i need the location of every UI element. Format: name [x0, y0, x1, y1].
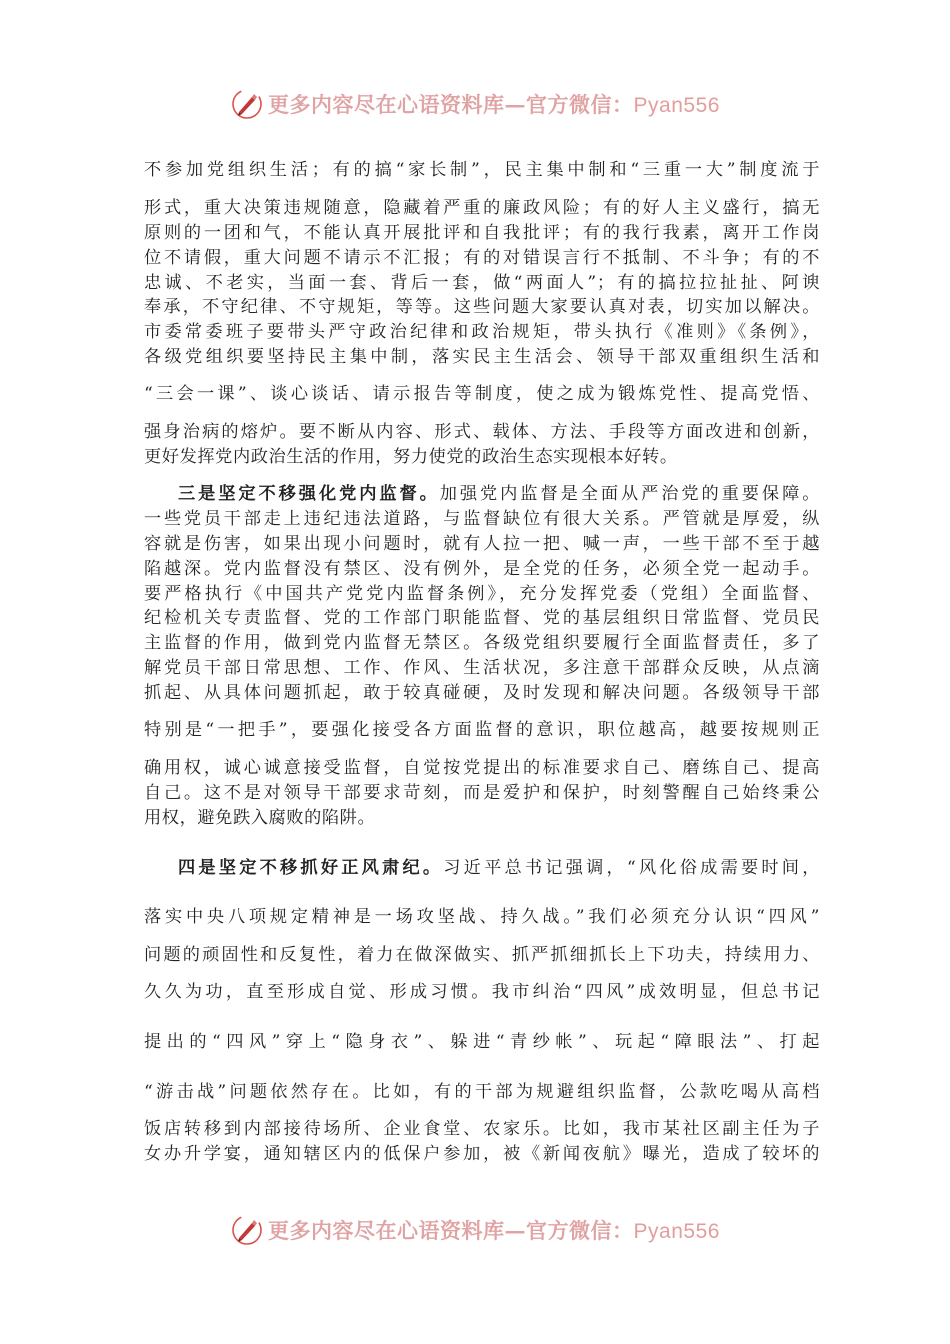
body-line: 女办升学宴，通知辖区内的低保户参加，被《新闻夜航》曝光，造成了较坏的: [144, 1144, 820, 1164]
header-text: 更多内容尽在心语资料库—官方微信：Pyan556: [268, 92, 720, 117]
pen-logo-icon: [230, 87, 264, 121]
body-line: 要严格执行《中国共产党党内监督条例》，充分发挥党委（党组）全面监督、: [144, 584, 820, 604]
body-line: 解党员干部日常思想、工作、作风、生活状况，多注意干部群众反映，从点滴: [144, 658, 820, 678]
section-three-heading: 三是坚定不移强化党内监督。: [178, 484, 440, 504]
body-line: 提出的“四风”穿上“隐身衣”、躲进“青纱帐”、玩起“障眼法”、打起: [144, 1032, 820, 1052]
header-banner: [0, 84, 950, 124]
body-line: 纪检机关专责监督、党的工作部门职能监督、党的基层组织日常监督、党员民: [144, 608, 820, 628]
section-three-first-line: 三是坚定不移强化党内监督。加强党内监督是全面从严治党的重要保障。: [178, 484, 820, 504]
body-line: 自己。这不是对领导干部要求苛刻，而是爱护和保护，时刻警醒自己始终秉公: [144, 783, 820, 803]
body-line: 落实中央八项规定精神是一场攻坚战、持久战。”我们必须充分认识“四风”: [144, 907, 820, 927]
body-line: 各级党组织要坚持民主集中制，落实民主生活会、领导干部双重组织生活和: [144, 347, 820, 367]
body-line: 市委常委班子要带头严守政治纪律和政治规矩，带头执行《准则》《条例》，: [144, 322, 820, 342]
body-line: 饭店转移到内部接待场所、企业食堂、农家乐。比如，我市某社区副主任为子: [144, 1119, 820, 1139]
body-line: 用权，避免跌入腐败的陷阱。: [144, 808, 376, 828]
pen-logo-icon: [230, 1213, 264, 1247]
body-line: 一些党员干部走上违纪违法道路，与监督缺位有很大关系。严管就是厚爱，纵: [144, 509, 820, 529]
body-line: 抓起、从具体问题抓起，敢于较真碰硬，及时发现和解决问题。各级领导干部: [144, 683, 820, 703]
body-line: 奉承，不守纪律、不守规矩，等等。这些问题大家要认真对表，切实加以解决。: [144, 297, 820, 317]
body-line: 不参加党组织生活；有的搞“家长制”，民主集中制和“三重一大”制度流于: [144, 160, 820, 180]
section-four-heading: 四是坚定不移抓好正风肃纪。: [178, 858, 444, 878]
body-line: 陷越深。党内监督没有禁区、没有例外，是全党的任务，必须全党一起动手。: [144, 559, 820, 579]
body-line: 容就是伤害，如果出现小问题时，就有人拉一把、喊一声，一些干部不至于越: [144, 534, 820, 554]
body-line: “三会一课”、谈心谈话、请示报告等制度，使之成为锻炼党性、提高党悟、: [144, 384, 820, 404]
body-line: 忠诚、不老实，当面一套、背后一套，做“两面人”；有的搞拉拉扯扯、阿谀: [144, 273, 820, 293]
body-line: 位不请假，重大问题不请示不汇报；有的对错误言行不抵制、不斗争；有的不: [144, 248, 820, 268]
body-line: 特别是“一把手”，要强化接受各方面监督的意识，职位越高，越要按规则正: [144, 720, 820, 740]
body-line: “游击战”问题依然存在。比如，有的干部为规避组织监督，公款吃喝从高档: [144, 1082, 820, 1102]
footer-banner: [0, 1210, 950, 1250]
header-account: Pyan556: [633, 94, 720, 117]
body-line: 强身治病的熔炉。要不断从内容、形式、载体、方法、手段等方面改进和创新，: [144, 422, 820, 442]
footer-account: Pyan556: [633, 1220, 720, 1243]
body-line: 确用权，诚心诚意接受监督，自觉按党提出的标准要求自己、磨练自己、提高: [144, 758, 820, 778]
footer-text: 更多内容尽在心语资料库—官方微信：Pyan556: [268, 1218, 720, 1243]
body-line: 久久为功，直至形成自觉、形成习惯。我市纠治“四风”成效明显，但总书记: [144, 982, 820, 1002]
body-line: 主监督的作用，做到党内监督无禁区。各级党组织要履行全面监督责任，多了: [144, 633, 820, 653]
section-four-first-line: 四是坚定不移抓好正风肃纪。习近平总书记强调，“风化俗成需要时间，: [178, 858, 820, 878]
body-line: 原则的一团和气，不能认真开展批评和自我批评；有的我行我素，离开工作岗: [144, 223, 820, 243]
body-line: 问题的顽固性和反复性，着力在做深做实、抓严抓细抓长上下功夫，持续用力、: [144, 945, 820, 965]
body-line: 更好发挥党内政治生活的作用，努力使党的政治生态实现根本好转。: [144, 447, 678, 467]
body-line: 形式，重大决策违规随意，隐藏着严重的廉政风险；有的好人主义盛行，搞无: [144, 198, 820, 218]
